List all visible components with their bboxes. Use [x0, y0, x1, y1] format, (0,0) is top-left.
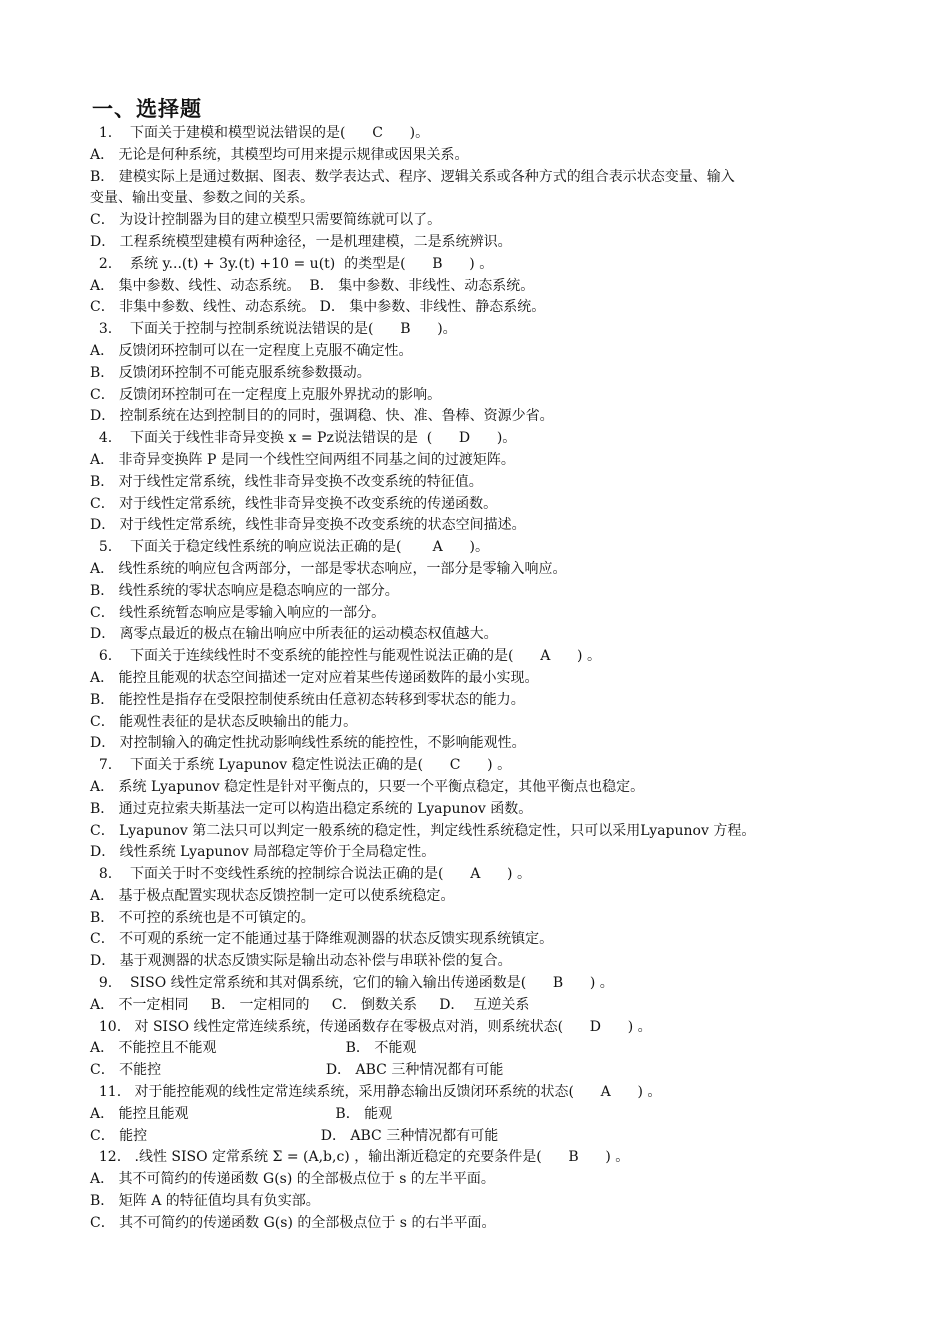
text-line: A． 非奇异变换阵 P 是同一个线性空间两组不同基之间的过渡矩阵。 [90, 451, 515, 468]
text-line: 2. 系统 y...(t) + 3y.(t) +10 = u(t) 的类型是( B ) 。 [90, 255, 494, 272]
text-line: B． 通过克拉索夫斯基法一定可以构造出稳定系统的 Lyapunov 函数。 [90, 800, 533, 817]
text-line: A． 反馈闭环控制可以在一定程度上克服不确定性。 [90, 342, 413, 359]
text-line: 5. 下面关于稳定线性系统的响应说法正确的是( A )。 [90, 539, 489, 556]
text-line: A． 不一定相同 B． 一定相同的 C． 倒数关系 D． 互逆关系 [90, 996, 530, 1013]
text-line: D． 对于线性定常系统，线性非奇异变换不改变系统的状态空间描述。 [90, 517, 526, 534]
text-line: B． 建模实际上是通过数据、图表、数学表达式、程序、逻辑关系或各种方式的组合表示状态变量、输入 [90, 168, 735, 185]
text-line: C． 为设计控制器为目的建立模型只需要简练就可以了。 [90, 212, 442, 229]
text-line: 11. 对于能控能观的线性定常连续系统，采用静态输出反馈闭环系统的状态( A ) 。 [90, 1084, 662, 1101]
text-line: A． 无论是何种系统，其模型均可用来提示规律或因果关系。 [90, 146, 469, 163]
text-line: C． 非集中参数、线性、动态系统。 D． 集中参数、非线性、静态系统。 [90, 299, 546, 316]
text-line: C． 不可观的系统一定不能通过基于降维观测器的状态反馈实现系统镇定。 [90, 931, 554, 948]
text-line: D． 对控制输入的确定性扰动影响线性系统的能控性，不影响能观性。 [90, 735, 526, 752]
text-line: C． 其不可简约的传递函数 G(s) 的全部极点位于 s 的右半平面。 [90, 1214, 496, 1231]
text-line: A． 基于极点配置实现状态反馈控制一定可以使系统稳定。 [90, 887, 455, 904]
text-line: 4. 下面关于线性非奇异变换 x = Pz说法错误的是 ( D )。 [90, 430, 517, 447]
text-line: 12. .线性 SISO 定常系统 Σ = (A,b,c) ，输出渐近稳定的充要条件是( B ) 。 [90, 1149, 630, 1166]
text-line: C． 线性系统暂态响应是零输入响应的一部分。 [90, 604, 386, 621]
text-line: C． 对于线性定常系统，线性非奇异变换不改变系统的传递函数。 [90, 495, 498, 512]
text-line: A． 能控且能观 B． 能观 [90, 1105, 393, 1122]
text-line: D． 控制系统在达到控制目的的同时，强调稳、快、准、鲁棒、资源少省。 [90, 408, 554, 425]
text-line: A． 线性系统的响应包含两部分，一部是零状态响应，一部分是零输入响应。 [90, 560, 567, 577]
text-line: C． 不能控 D． ABC 三种情况都有可能 [90, 1062, 504, 1079]
text-line: A． 不能控且不能观 B． 不能观 [90, 1040, 417, 1057]
text-line: 3. 下面关于控制与控制系统说法错误的是( B )。 [90, 321, 457, 338]
section-title: 一、选择题 [92, 97, 202, 121]
text-line: B． 能控性是指存在受限控制使系统由任意初态转移到零状态的能力。 [90, 691, 525, 708]
text-line: 1. 下面关于建模和模型说法错误的是( C )。 [90, 125, 430, 141]
text-line: C． 反馈闭环控制可在一定程度上克服外界扰动的影响。 [90, 386, 442, 403]
text-line: B． 不可控的系统也是不可镇定的。 [90, 909, 315, 926]
text-line: 6. 下面关于连续线性时不变系统的能控性与能观性说法正确的是( A ) 。 [90, 648, 601, 665]
text-line: B． 线性系统的零状态响应是稳态响应的一部分。 [90, 582, 399, 599]
text-line: D． 线性系统 Lyapunov 局部稳定等价于全局稳定性。 [90, 844, 436, 861]
text-line: B． 对于线性定常系统，线性非奇异变换不改变系统的特征值。 [90, 473, 483, 490]
text-line: A． 系统 Lyapunov 稳定性是针对平衡点的，只要一个平衡点稳定，其他平衡点也稳定。 [90, 778, 645, 795]
text-line: A． 其不可简约的传递函数 G(s) 的全部极点位于 s 的左半平面。 [90, 1171, 495, 1188]
question-list [90, 123, 870, 1235]
text-line: C． Lyapunov 第二法只可以判定一般系统的稳定性，判定线性系统稳定性，只可以采用Lyapunov 方程。 [90, 822, 756, 839]
text-line: A． 能控且能观的状态空间描述一定对应着某些传递函数阵的最小实现。 [90, 669, 539, 686]
text-line: C． 能控 D． ABC 三种情况都有可能 [90, 1127, 499, 1144]
text-line: 10. 对 SISO 线性定常连续系统，传递函数存在零极点对消，则系统状态( D ) 。 [90, 1018, 652, 1035]
text-line: B． 反馈闭环控制不可能克服系统参数摄动。 [90, 364, 371, 381]
text-line: 7. 下面关于系统 Lyapunov 稳定性说法正确的是( C ) 。 [90, 757, 512, 774]
text-line: C． 能观性表征的是状态反映输出的能力。 [90, 713, 358, 730]
text-line: D． 基于观测器的状态反馈实际是输出动态补偿与串联补偿的复合。 [90, 953, 512, 970]
text-line: B． 矩阵 A 的特征值均具有负实部。 [90, 1193, 320, 1210]
text-line: D． 离零点最近的极点在输出响应中所表征的运动模态权值越大。 [90, 626, 498, 643]
text-line: 变量、输出变量、参数之间的关系。 [90, 190, 314, 207]
text-line: 9. SISO 线性定常系统和其对偶系统，它们的输入输出传递函数是( B ) 。 [90, 975, 614, 992]
text-line: D． 工程系统模型建模有两种途径，一是机理建模，二是系统辨识。 [90, 233, 512, 250]
text-line: 8. 下面关于时不变线性系统的控制综合说法正确的是( A ) 。 [90, 866, 531, 883]
text-line: A． 集中参数、线性、动态系统。 B． 集中参数、非线性、动态系统。 [90, 277, 535, 294]
